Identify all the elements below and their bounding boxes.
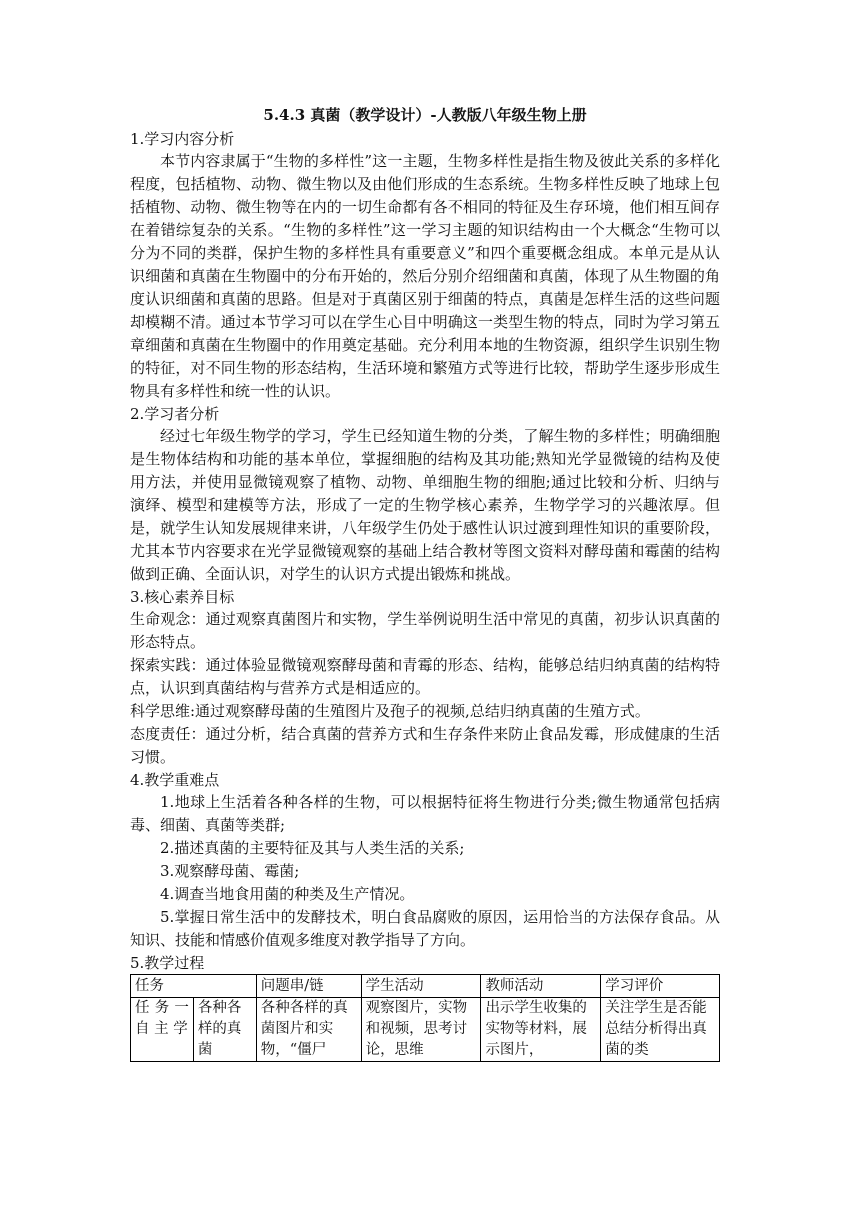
table-row — [131, 998, 720, 1062]
table-header-cell: 学习评价 — [601, 975, 720, 998]
learner-analysis-paragraph: 经过七年级生物学的学习，学生已经知道生物的分类，了解生物的多样性；明确细胞是生物体结构和功能的基本单位，掌握细胞的结构及其功能;熟知光学显微镜的结构及使用方法，并使用显微镜观察了植物、动物、单细胞生物的细胞;通过比较和分析、归纳与演绎、模型和建模等方法，形成了一定的生物学核心素养，生物学学习的兴趣浓厚。但是，就学生认知发展规律来讲，八年级学生仍处于感性认识过渡到理性知识的重要阶段，尤其本节内容要求在光学显微镜观察的基础上结合教材等图文资料对酵母菌和霉菌的结构做到正确、全面认识，对学生的认识方式提出锻炼和挑战。 — [130, 427, 720, 583]
core-goal-attitude: 态度责任：通过分析，结合真菌的营养方式和生存条件来防止食品发霉，形成健康的生活习惯。 — [130, 725, 720, 766]
document-page — [130, 102, 720, 1062]
table-cell-task: 任 务 一 自 主 学 — [131, 998, 194, 1062]
table-header-cell: 教师活动 — [481, 975, 601, 998]
table-cell-student-activity: 观察图片，实物和视频，思考讨论，思维 — [361, 998, 481, 1062]
key-point-item: 5.掌握日常生活中的发酵技术，明白食品腐败的原因，运用恰当的方法保存食品。从知识、技能和情感价值观多维度对教学指导了方向。 — [130, 908, 720, 949]
section-heading-content-analysis: 1.学习内容分析 — [130, 130, 235, 148]
table-cell-evaluation: 关注学生是否能总结分析得出真菌的类 — [601, 998, 720, 1062]
section-heading-learner-analysis: 2.学习者分析 — [130, 405, 220, 423]
key-point-item: 4.调查当地食用菌的种类及生产情况。 — [160, 885, 415, 903]
key-point-item: 3.观察酵母菌、霉菌; — [160, 862, 300, 880]
section-heading-core-goals: 3.核心素养目标 — [130, 588, 235, 606]
table-header-row — [131, 975, 720, 998]
section-heading-teaching-process: 5.教学过程 — [130, 954, 205, 972]
section-heading-key-points: 4.教学重难点 — [130, 771, 220, 789]
table-cell-topic: 各种各样的真菌 — [193, 998, 256, 1062]
document-title: 5.4.3 真菌（教学设计）-人教版八年级生物上册 — [263, 106, 587, 124]
key-point-item: 1.地球上生活着各种各样的生物，可以根据特征将生物进行分类;微生物通常包括病毒、细菌、真菌等类群; — [130, 793, 720, 834]
table-header-cell: 学生活动 — [361, 975, 481, 998]
table-cell-teacher-activity: 出示学生收集的实物等材料，展示图片， — [481, 998, 601, 1062]
key-point-item: 2.描述真菌的主要特征及其与人类生活的关系; — [160, 839, 465, 857]
core-goal-practice: 探索实践：通过体验显微镜观察酵母菌和青霉的形态、结构，能够总结归纳真菌的结构特点，认识到真菌结构与营养方式是相适应的。 — [130, 656, 720, 697]
core-goal-life-concept: 生命观念：通过观察真菌图片和实物，学生举例说明生活中常见的真菌，初步认识真菌的形态特点。 — [130, 610, 720, 651]
teaching-process-table — [130, 974, 720, 1062]
core-goal-scientific-thinking: 科学思维:通过观察酵母菌的生殖图片及孢子的视频,总结归纳真菌的生殖方式。 — [130, 702, 650, 720]
table-header-cell: 任务 — [131, 975, 257, 998]
content-analysis-paragraph: 本节内容隶属于“生物的多样性”这一主题，生物多样性是指生物及彼此关系的多样化程度，包括植物、动物、微生物以及由他们形成的生态系统。生物多样性反映了地球上包括植物、动物、微生物等在内的一切生命都有各不相同的特征及生存环境，他们相互间存在着错综复杂的关系。“生物的多样性”这一学习主题的知识结构由一个大概念“生物可以分为不同的类群，保护生物的多样性具有重要意义”和四个重要概念组成。本单元是从认识细菌和真菌在生物圈中的分布开始的，然后分别介绍细菌和真菌，体现了从生物圈的角度认识细菌和真菌的思路。但是对于真菌区别于细菌的特点，真菌是怎样生活的这些问题却模糊不清。通过本节学习可以在学生心目中明确这一类型生物的特点，同时为学习第五章细菌和真菌在生物圈中的作用奠定基础。充分利用本地的生物资源，组织学生识别生物的特征，对不同生物的形态结构，生活环境和繁殖方式等进行比较，帮助学生逐步形成生物具有多样性和统一性的认识。 — [130, 152, 720, 400]
table-cell-questions: 各种各样的真菌图片和实物，“僵尸 — [256, 998, 361, 1062]
table-header-cell: 问题串/链 — [256, 975, 361, 998]
